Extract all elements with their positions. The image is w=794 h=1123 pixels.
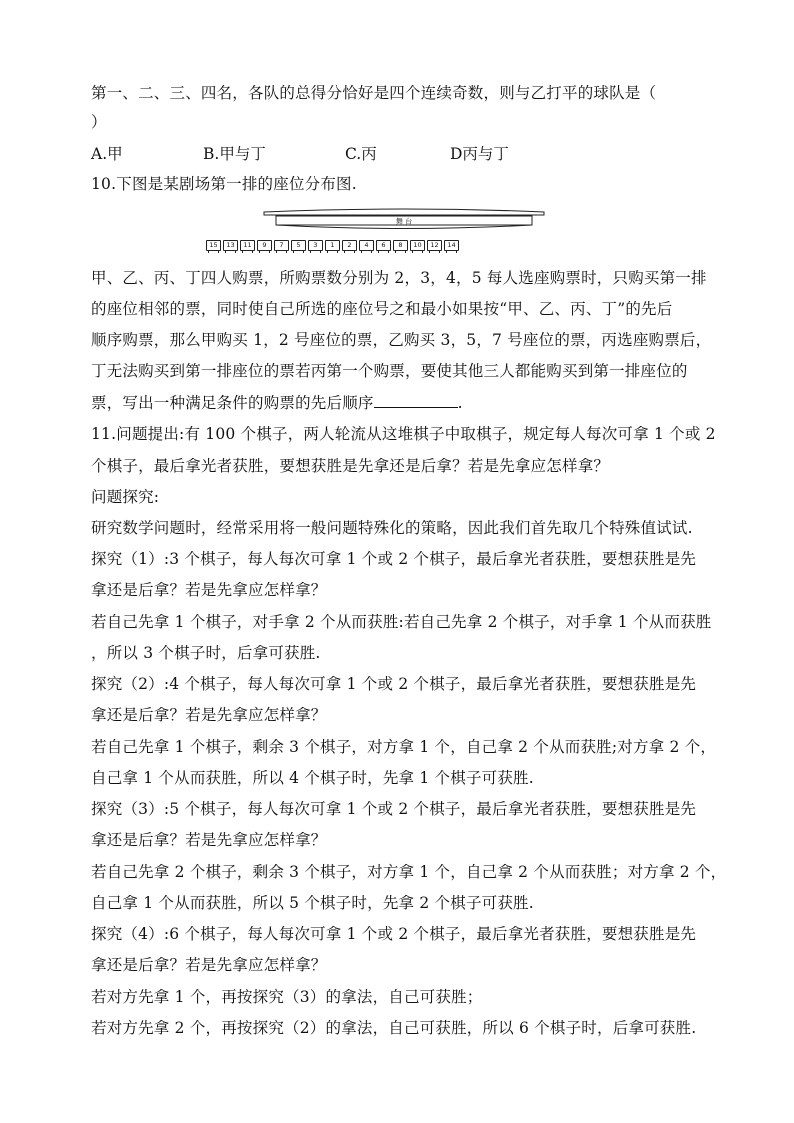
text-line: ） — [91, 113, 107, 131]
text-line: 若自己先拿 1 个棋子，剩余 3 个棋子，对方拿 1 个，自己拿 2 个从而获胜;对方拿 2 个， — [91, 738, 717, 756]
seat: 1 — [325, 240, 340, 251]
seat: 7 — [274, 240, 289, 251]
stage-diagram — [262, 208, 546, 234]
text-line: 拿还是后拿？若是先拿应怎样拿？ — [91, 956, 327, 974]
text-line: 个棋子，最后拿光者获胜，要想获胜是先拿还是后拿？若是先拿应怎样拿？ — [91, 457, 610, 475]
text-line: 探究（1）:3 个棋子，每人每次可拿 1 个或 2 个棋子，最后拿光者获胜，要想获胜是先 — [91, 550, 697, 568]
text-line: 拿还是后拿？若是先拿应怎样拿？ — [91, 706, 327, 724]
text-line: 若对方先拿 2 个，再按探究（2）的拿法，自己可获胜，所以 6 个棋子时，后拿可获胜. — [91, 1019, 697, 1037]
seat: 12 — [427, 240, 442, 251]
text-line: 若自己先拿 1 个棋子，对手拿 2 个从而获胜:若自己先拿 2 个棋子，对手拿 1 个从而获胜 — [91, 613, 712, 631]
seat-row — [206, 238, 459, 252]
seat: 2 — [342, 240, 357, 251]
text-line: 若自己先拿 2 个棋子，剩余 3 个棋子，对方拿 1 个，自己拿 2 个从而获胜；对方拿 2 个， — [91, 863, 727, 881]
text-fragment: . — [457, 394, 463, 412]
section-heading: 问题探究: — [91, 488, 160, 506]
text-line: 拿还是后拿？若是先拿应怎样拿？ — [91, 831, 327, 849]
text-fragment: 票，写出一种满足条件的购票的先后顺序 — [91, 394, 374, 412]
seat: 6 — [376, 240, 391, 251]
seat: 15 — [206, 240, 221, 251]
text-line: 若对方先拿 1 个，再按探究（3）的拿法，自己可获胜； — [91, 988, 483, 1006]
seat: 10 — [410, 240, 425, 251]
seat: 14 — [444, 240, 459, 251]
question-10-title: 10.下图是某剧场第一排的座位分布图. — [91, 175, 357, 193]
text-line: 自己拿 1 个从而获胜，所以 5 个棋子时，先拿 2 个棋子可获胜. — [91, 894, 534, 912]
choice-a: A.甲 — [91, 145, 123, 163]
seat: 4 — [359, 240, 374, 251]
text-line: 第一、二、三、四名，各队的总得分恰好是四个连续奇数，则与乙打平的球队是（ — [91, 84, 657, 102]
choice-b: B.甲与丁 — [203, 145, 266, 163]
text-line: 甲、乙、丙、丁四人购票，所购票数分别为 2，3，4，5 每人选座购票时，只购买第一排 — [91, 269, 707, 287]
text-line: 的座位相邻的票，同时使自己所选的座位号之和最小如果按“甲、乙、丙、丁”的先后 — [91, 300, 673, 318]
text-line: 丁无法购买到第一排座位的票若丙第一个购票，要使其他三人都能购买到第一排座位的 — [91, 362, 688, 380]
text-line — [91, 393, 463, 413]
stage-label: 舞 台 — [395, 217, 413, 226]
text-line: 拿还是后拿？若是先拿应怎样拿？ — [91, 581, 327, 599]
text-line: 探究（4）:6 个棋子，每人每次可拿 1 个或 2 个棋子，最后拿光者获胜，要想获胜是先 — [91, 925, 697, 943]
seat: 9 — [257, 240, 272, 251]
seat: 13 — [223, 240, 238, 251]
answer-blank — [374, 393, 458, 408]
text-line: 探究（2）:4 个棋子，每人每次可拿 1 个或 2 个棋子，最后拿光者获胜，要想获胜是先 — [91, 675, 697, 693]
seat: 5 — [291, 240, 306, 251]
seat: 11 — [240, 240, 255, 251]
choice-c: C.丙 — [345, 145, 377, 163]
question-11-title: 11.问题提出:有 100 个棋子，两人轮流从这堆棋子中取棋子，规定每人每次可拿 1 个或 2 — [91, 425, 716, 443]
choice-d: D丙与丁 — [450, 145, 509, 163]
text-line: 探究（3）:5 个棋子，每人每次可拿 1 个或 2 个棋子，最后拿光者获胜，要想获胜是先 — [91, 800, 697, 818]
seat: 8 — [393, 240, 408, 251]
stage-shape — [262, 208, 546, 234]
text-line: 顺序购票，那么甲购买 1，2 号座位的票，乙购买 3，5，7 号座位的票，丙选座购票后， — [91, 331, 712, 349]
text-line: 自己拿 1 个从而获胜，所以 4 个棋子时，先拿 1 个棋子可获胜. — [91, 769, 534, 787]
seat: 3 — [308, 240, 323, 251]
text-line: ，所以 3 个棋子时，后拿可获胜. — [91, 644, 321, 662]
text-line: 研究数学问题时，经常采用将一般问题特殊化的策略，因此我们首先取几个特殊值试试. — [91, 519, 693, 537]
